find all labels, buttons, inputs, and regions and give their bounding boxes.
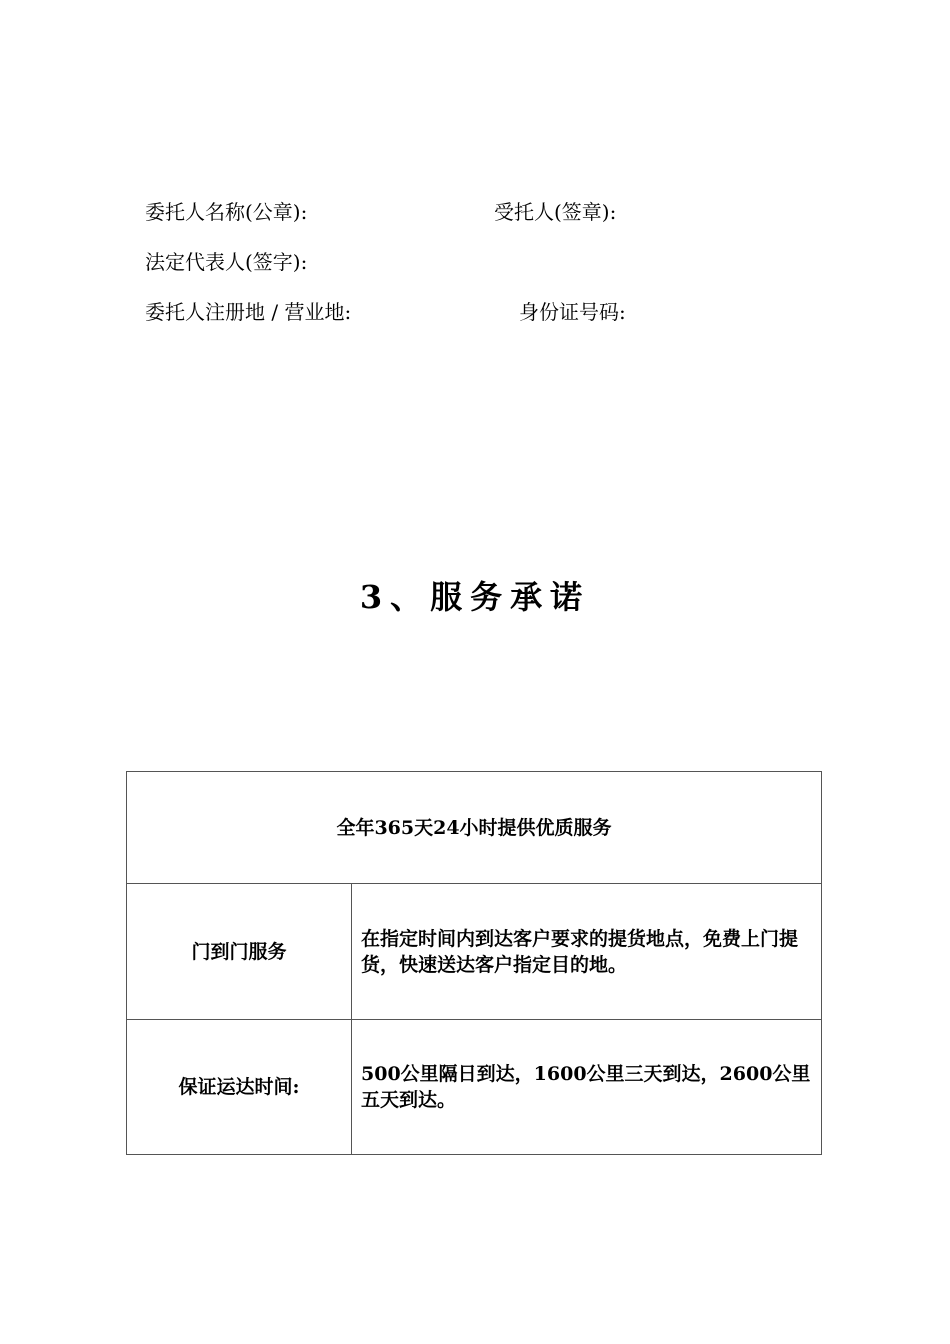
service-commitment-table: [126, 771, 822, 1155]
row-description: 在指定时间内到达客户要求的提货地点，免费上门提货，快速送达客户指定目的地。: [352, 884, 822, 1020]
legal-representative-label: 法定代表人(签字):: [145, 250, 308, 274]
section-title: 3、服务承诺: [359, 578, 591, 616]
table-row: [127, 884, 822, 1020]
agent-signature-label: 受托人(签章):: [494, 200, 617, 224]
row-description: 500公里隔日到达，1600公里三天到达，2600公里五天到达。: [352, 1020, 822, 1155]
table-row: [127, 1020, 822, 1155]
principal-name-label: 委托人名称(公章):: [145, 200, 308, 224]
row-label: 门到门服务: [127, 884, 352, 1020]
row-label: 保证运达时间:: [127, 1020, 352, 1155]
table-header-row: [127, 772, 822, 884]
registered-address-label: 委托人注册地 / 营业地:: [145, 300, 352, 324]
id-number-label: 身份证号码:: [519, 300, 626, 324]
table-header-cell: 全年365天24小时提供优质服务: [127, 772, 822, 884]
